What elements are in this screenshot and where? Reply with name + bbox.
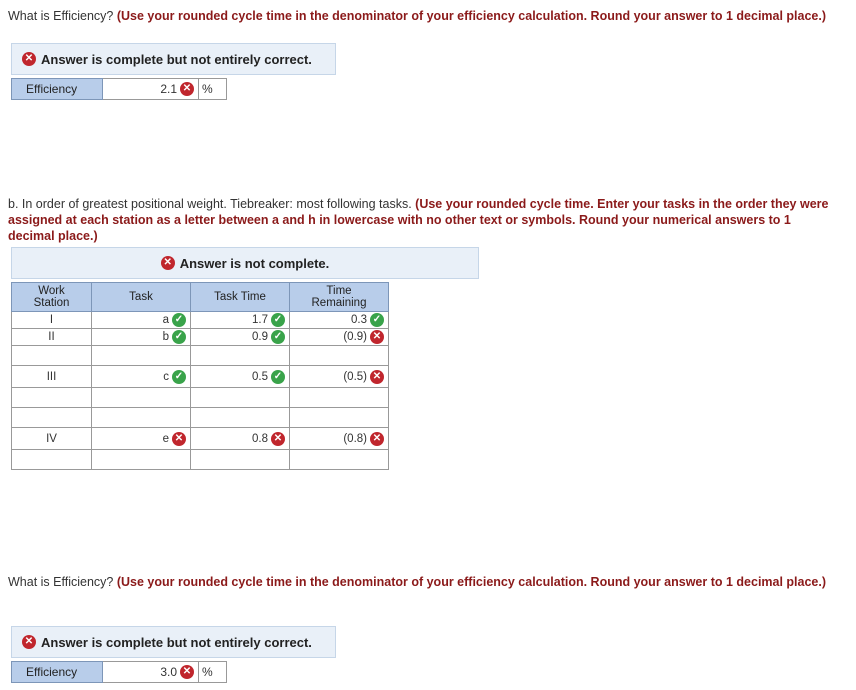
x-circle-icon: ✕ xyxy=(370,330,384,344)
x-circle-icon: ✕ xyxy=(370,432,384,446)
header-task: Task xyxy=(92,283,191,312)
check-circle-icon: ✓ xyxy=(271,370,285,384)
task-time-input[interactable] xyxy=(191,312,290,329)
time-remaining-input[interactable] xyxy=(290,450,389,470)
banner-text: Answer is not complete. xyxy=(179,255,330,271)
time-remaining-input[interactable] xyxy=(290,408,389,428)
question-efficiency-2 xyxy=(8,574,853,590)
station-cell-value: III xyxy=(46,370,57,383)
efficiency-label: Efficiency xyxy=(11,78,103,100)
workstation-table xyxy=(11,282,389,470)
question-instructions: (Use your rounded cycle time in the denominator of your efficiency calculation. Round your answer to 1 decimal place.) xyxy=(116,575,827,589)
answer-status-banner xyxy=(11,626,336,658)
question-instructions: (Use your rounded cycle time in the denominator of your efficiency calculation. Round your answer to 1 decimal place.) xyxy=(116,9,827,23)
question-text: What is Efficiency? xyxy=(8,575,117,589)
task-input[interactable] xyxy=(92,346,191,366)
banner-text: Answer is complete but not entirely correct. xyxy=(41,51,312,67)
table-row xyxy=(12,450,389,470)
task-time-input-value: 0.8 xyxy=(252,432,268,445)
x-circle-icon: ✕ xyxy=(161,256,175,270)
task-input-value: c xyxy=(163,370,169,383)
task-input[interactable] xyxy=(92,388,191,408)
task-input-value: b xyxy=(162,331,169,344)
task-time-input[interactable] xyxy=(191,329,290,346)
efficiency-input[interactable] xyxy=(103,78,199,100)
answer-status-banner xyxy=(11,247,479,279)
efficiency-row xyxy=(11,661,227,683)
task-input[interactable] xyxy=(92,428,191,450)
time-remaining-input[interactable] xyxy=(290,346,389,366)
task-time-input[interactable] xyxy=(191,428,290,450)
time-remaining-input-value: 0.3 xyxy=(351,314,367,327)
time-remaining-input[interactable] xyxy=(290,312,389,329)
x-circle-icon: ✕ xyxy=(172,432,186,446)
station-cell xyxy=(12,312,92,329)
percent-unit: % xyxy=(199,78,227,100)
x-circle-icon: ✕ xyxy=(370,370,384,384)
time-remaining-input[interactable] xyxy=(290,366,389,388)
header-task-time: Task Time xyxy=(191,283,290,312)
x-circle-icon: ✕ xyxy=(180,82,194,96)
check-circle-icon: ✓ xyxy=(271,313,285,327)
table-row xyxy=(12,366,389,388)
task-input[interactable] xyxy=(92,408,191,428)
task-input[interactable] xyxy=(92,312,191,329)
x-circle-icon: ✕ xyxy=(22,52,36,66)
check-circle-icon: ✓ xyxy=(172,370,186,384)
x-circle-icon: ✕ xyxy=(22,635,36,649)
table-row xyxy=(12,329,389,346)
table-row xyxy=(12,408,389,428)
station-cell xyxy=(12,450,92,470)
time-remaining-input-value: (0.5) xyxy=(343,370,367,383)
station-cell xyxy=(12,408,92,428)
table-row xyxy=(12,428,389,450)
efficiency-input[interactable] xyxy=(103,661,199,683)
station-cell-value: II xyxy=(48,331,55,343)
question-text: What is Efficiency? xyxy=(8,9,117,23)
table-row xyxy=(12,346,389,366)
task-time-input[interactable] xyxy=(191,408,290,428)
task-time-input-value: 0.5 xyxy=(252,370,268,383)
task-time-input[interactable] xyxy=(191,388,290,408)
task-time-input-value: 1.7 xyxy=(252,314,268,327)
header-time-remaining: Time Remaining xyxy=(290,283,389,312)
station-cell xyxy=(12,366,92,388)
efficiency-value: 2.1 xyxy=(160,82,177,96)
time-remaining-input[interactable] xyxy=(290,329,389,346)
table-row xyxy=(12,388,389,408)
station-cell xyxy=(12,346,92,366)
station-cell-value: I xyxy=(49,314,54,326)
station-cell-value: IV xyxy=(46,432,57,445)
x-circle-icon: ✕ xyxy=(180,665,194,679)
time-remaining-input-value: (0.9) xyxy=(343,331,367,344)
task-time-input-value: 0.9 xyxy=(252,331,268,344)
task-input[interactable] xyxy=(92,450,191,470)
task-input-value: a xyxy=(162,314,169,327)
task-time-input[interactable] xyxy=(191,450,290,470)
station-cell xyxy=(12,388,92,408)
check-circle-icon: ✓ xyxy=(370,313,384,327)
task-time-input[interactable] xyxy=(191,366,290,388)
time-remaining-input[interactable] xyxy=(290,428,389,450)
station-cell xyxy=(12,428,92,450)
banner-text: Answer is complete but not entirely correct. xyxy=(41,634,312,650)
task-input[interactable] xyxy=(92,366,191,388)
efficiency-label: Efficiency xyxy=(11,661,103,683)
header-work-station: Work Station xyxy=(12,283,92,312)
check-circle-icon: ✓ xyxy=(172,330,186,344)
question-instructions: (Use your rounded cycle time. Enter your tasks in the order they were assigned at each station as a letter between a and h in lowercase with no other text or symbols. Round your numerical answers to 1 decimal place.) xyxy=(8,197,829,243)
time-remaining-input-value: (0.8) xyxy=(343,432,367,445)
station-cell xyxy=(12,329,92,346)
efficiency-row xyxy=(11,78,227,100)
efficiency-value: 3.0 xyxy=(160,665,177,679)
table-row xyxy=(12,312,389,329)
percent-unit: % xyxy=(199,661,227,683)
answer-status-banner xyxy=(11,43,336,75)
question-part-b xyxy=(8,196,838,244)
task-input-value: e xyxy=(162,432,169,445)
check-circle-icon: ✓ xyxy=(271,330,285,344)
task-time-input[interactable] xyxy=(191,346,290,366)
check-circle-icon: ✓ xyxy=(172,313,186,327)
task-input[interactable] xyxy=(92,329,191,346)
time-remaining-input[interactable] xyxy=(290,388,389,408)
question-text: b. In order of greatest positional weight. Tiebreaker: most following tasks. xyxy=(8,197,416,211)
question-efficiency-1 xyxy=(8,8,838,24)
x-circle-icon: ✕ xyxy=(271,432,285,446)
